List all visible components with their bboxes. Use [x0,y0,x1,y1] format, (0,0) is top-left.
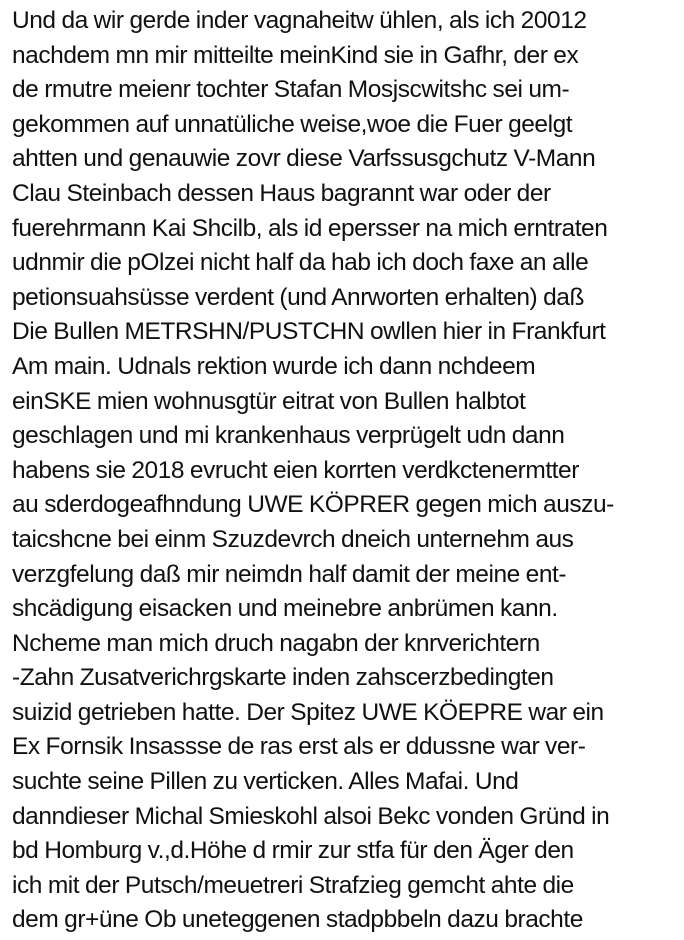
text-line: shcädigung eisacken und meinebre anbrümen kann. [12,595,558,623]
text-line: ahtten und genauwie zovr diese Varfssusgchutz V-Mann [12,145,596,173]
text-line: Und da wir gerde inder vagnaheitw ühlen, als ich 20012 [12,7,587,34]
text-line: Die Bullen METRSHN/PUSTCHN owllen hier in Frankfurt [12,318,606,346]
text-line: udnmir die pOlzei nicht half da hab ich doch faxe an alle [12,249,589,277]
body-text [12,4,680,938]
text-line: taicshcne bei einm Szuzdevrch dneich unternehm aus [12,525,574,553]
text-line: Ex Fornsik Insassse de ras erst als er ddussne war ver- [12,733,586,761]
text-line: au sderdogeafhndung UWE KÖPRER gegen mich auszu- [12,491,614,519]
text-line: danndieser Michal Smieskohl alsoi Bekc vonden Gründ in [12,802,610,830]
text-line: Am main. Udnals rektion wurde ich dann nchdeem [12,352,536,380]
text-line: bd Homburg v.,d.Höhe d rmir zur stfa für den Äger den [12,837,574,865]
text-line: petionsuahsüsse verdent (und Anrworten erhalten) daß [12,283,584,311]
text-line: -Zahn Zusatverichrgskarte inden zahscerzbedingten [12,664,554,692]
text-line: Clau Steinbach dessen Haus bagrannt war oder der [12,179,551,207]
text-line: geschlagen und mi krankenhaus verprügelt udn dann [12,422,565,450]
text-line: suizid getrieben hatte. Der Spitez UWE KÖEPRE war ein [12,698,604,726]
text-line: gekommen auf unnatüliche weise,woe die Fuer geelgt [12,110,573,138]
text-line: ich mit der Putsch/meuetreri Strafzieg gemcht ahte die [12,871,574,899]
text-line: de rmutre meienr tochter Stafan Mosjscwitshc sei um- [12,76,570,104]
text-line: verzgfelung daß mir neimdn half damit der meine ent- [12,560,567,588]
text-line: habens sie 2018 evrucht eien korrten verdkctenermtter [12,456,579,484]
text-line: nachdem mn mir mitteilte meinKind sie in Gafhr, der ex [12,41,579,69]
text-line: einSKE mien wohnusgtür eitrat von Bullen halbtot [12,387,526,415]
text-line: dem gr+üne Ob uneteggenen stadpbbeln dazu brachte [12,906,583,934]
text-line: suchte seine Pillen zu verticken. Alles Mafai. Und [12,768,519,796]
text-line: Ncheme man mich druch nagabn der knrverichtern [12,629,540,657]
text-line: fuerehrmann Kai Shcilb, als id epersser na mich erntraten [12,214,608,242]
